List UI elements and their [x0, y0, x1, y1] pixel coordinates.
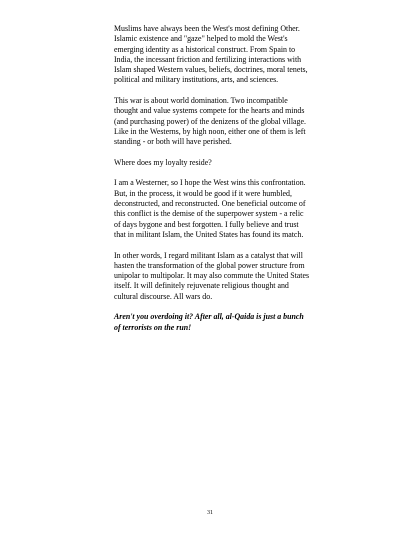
paragraph-militant-islam-catalyst: In other words, I regard militant Islam as a catalyst that will hasten the transformation of the global power structure from unipolar to multipolar. It may also commute the United States itself. It will definitely rejuvenate religious thought and cultural discourse. All wars do.: [114, 250, 310, 301]
paragraph-war-world-domination: This war is about world domination. Two incompatible thought and value systems compete for the hearts and minds (and purchasing power) of the denizens of the global village. Like in the Westerns, by high noon, either one of them is left standing - or both will have perished.: [114, 96, 306, 147]
text-column: [114, 24, 312, 343]
paragraph-westerner-hope: I am a Westerner, so I hope the West wins this confrontation. But, in the process, it would be good if it were humbled, deconstructed, and reconstructed. One beneficial outcome of this conflict is the demise of the superpower system - a relic of days bygone and best forgotten. I fully believe and trust that in militant Islam, the United States has found its match.: [114, 178, 306, 239]
page-number: 31: [207, 510, 213, 516]
interview-question: Aren't you overdoing it? After all, al-Qaida is just a bunch of terrorists on the run!: [114, 312, 304, 332]
paragraph-loyalty-question: Where does my loyalty reside?: [114, 157, 212, 167]
paragraph-muslims-west-other: Muslims have always been the West's most defining Other. Islamic existence and "gaze" helped to mold the West's emerging identity as a historical construct. From Spain to India, the incessant friction and fertilizing interactions with Islam shaped Western values, beliefs, doctrines, moral tenets, political and military institutions, arts, and sciences.: [114, 24, 308, 85]
